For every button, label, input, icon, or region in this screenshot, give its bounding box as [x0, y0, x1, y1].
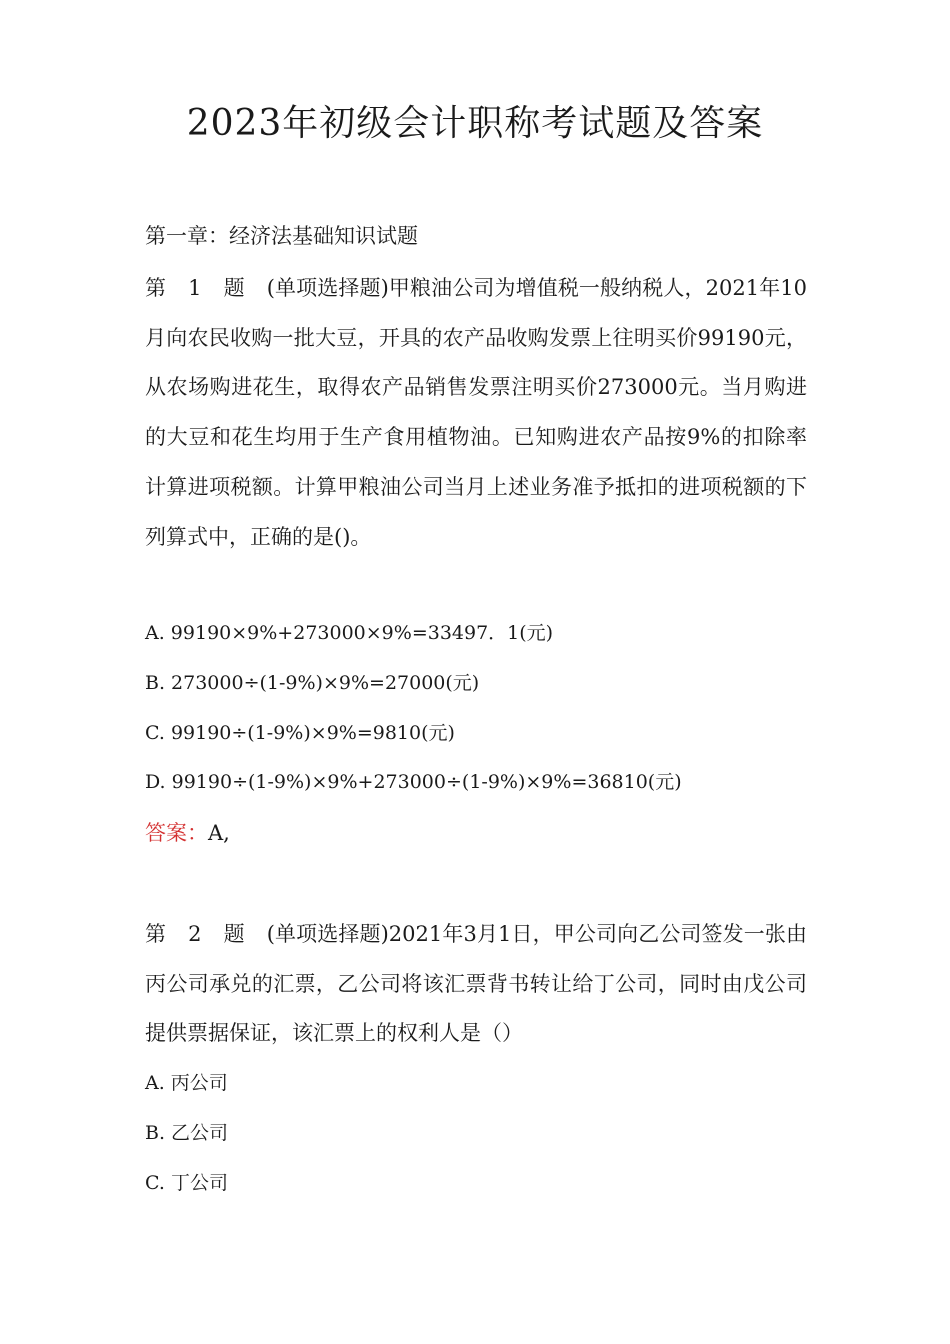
question-1-label [145, 276, 267, 300]
question-1-option-a: A. 99190×9%+273000×9%=33497．1(元) [145, 622, 554, 644]
question-2-option-b: B. 乙公司 [145, 1121, 229, 1144]
question-2-options [145, 1068, 807, 1217]
question-2-option-a: A. 丙公司 [145, 1072, 228, 1094]
question-1-option-c: C. 99190÷(1-9%)×9%=9810(元) [145, 721, 455, 744]
question-1-answer [145, 815, 230, 851]
question-1-number: 1 [188, 276, 202, 300]
question-1-label-prefix: 第 [145, 276, 167, 300]
question-2-stem [145, 910, 807, 1059]
answer-value: A, [208, 821, 230, 845]
question-1-options [145, 618, 807, 817]
question-1-text: (单项选择题)甲粮油公司为增值税一般纳税人，2021年10月向农民收购一批大豆，开具的农产品收购发票上往明买价99190元，从农场购进花生，取得农产品销售发票注明买价273000元。当月购进的大豆和花生均用于生产食用植物油。已知购进农产品按9%的扣除率计算进项税额。计算甲粮油公司当月上述业务准予抵扣的进项税额的下列算式中，正确的是()。 [145, 276, 808, 549]
question-2-option-c: C. 丁公司 [145, 1171, 228, 1194]
question-1-label-suffix: 题 [223, 276, 245, 300]
question-2-number: 2 [188, 922, 202, 946]
answer-label: 答案： [145, 821, 208, 845]
question-2-text: (单项选择题)2021年3月1日，甲公司向乙公司签发一张由丙公司承兑的汇票，乙公司将该汇票背书转让给丁公司，同时由戊公司提供票据保证，该汇票上的权利人是（） [145, 922, 808, 1046]
question-1-stem [145, 264, 807, 562]
question-2-label [145, 922, 267, 946]
document-title: 2023年初级会计职称考试题及答案 [186, 103, 764, 144]
question-2-label-prefix: 第 [145, 922, 167, 946]
chapter-heading: 第一章：经济法基础知识试题 [145, 224, 418, 248]
question-2-label-suffix: 题 [223, 922, 245, 946]
question-1-option-b: B. 273000÷(1-9%)×9%=27000(元) [145, 671, 480, 694]
question-1-option-d: D. 99190÷(1-9%)×9%+273000÷(1-9%)×9%=36810(元) [145, 771, 682, 794]
